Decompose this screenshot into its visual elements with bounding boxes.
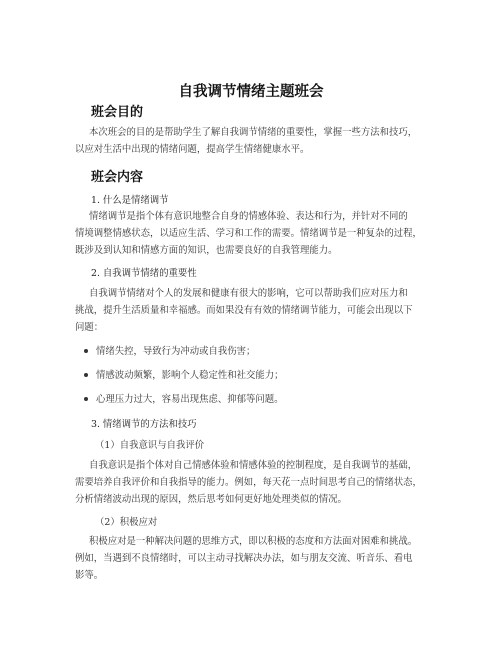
paragraph-line: 本次班会的目的是帮助学生了解自我调节情绪的重要性，掌握一些方法和技巧， [89, 127, 418, 138]
what-is-paragraph [75, 208, 435, 259]
paragraph-line: 自我意识是指个体对自己情感体验和情感体验的控制程度，是自我调节的基础， [89, 460, 418, 471]
paragraph-line: 积极应对是一种解决问题的思维方式，即以积极的态度和方法面对困难和挑战。 [89, 536, 418, 547]
paragraph-line: 自我调节情绪对个人的发展和健康有很大的影响，它可以帮助我们应对压力和 [89, 288, 408, 299]
purpose-paragraph [75, 124, 435, 158]
list-item: 心理压力过大，容易出现焦虑、抑郁等问题。 [84, 391, 284, 405]
paragraph-line: 分析情绪波动出现的原因，然后思考如何更好地处理类似的情况。 [75, 494, 347, 505]
paragraph-line: 影等。 [75, 570, 104, 581]
subitem-title-positive-coping: （2）积极应对 [95, 517, 158, 528]
paragraph-line: 情境调整情感状态，以适应生活、学习和工作的需要。情绪调节是一种复杂的过程， [75, 228, 422, 239]
item-title-importance: 2. 自我调节情绪的重要性 [91, 268, 197, 279]
document-title: 自我调节情绪主题班会 [178, 83, 324, 100]
paragraph-line: 例如，当遇到不良情绪时，可以主动寻找解决办法，如与朋友交流、听音乐、看电 [75, 553, 413, 564]
bullet-dot-icon [84, 373, 88, 377]
list-item: 情绪失控，导致行为冲动或自我伤害； [84, 343, 255, 357]
paragraph-line: 以应对生活中出现的情绪问题，提高学生情绪健康水平。 [75, 144, 310, 155]
bullet-dot-icon [84, 397, 88, 401]
positive-coping-paragraph [75, 533, 435, 584]
paragraph-line: 挑战，提升生活质量和幸福感。而如果没有有效的情绪调节能力，可能会出现以下 [75, 305, 413, 316]
importance-paragraph [75, 285, 435, 336]
paragraph-line: 问题： [75, 322, 104, 333]
bullet-dot-icon [84, 349, 88, 353]
section-heading-purpose: 班会目的 [91, 105, 144, 120]
item-title-methods: 3. 情绪调节的方法和技巧 [91, 419, 197, 430]
item-title-what-is: 1. 什么是情绪调节 [91, 195, 169, 206]
paragraph-line: 情绪调节是指个体有意识地整合自身的情感体验、表达和行为，并针对不同的 [89, 211, 408, 222]
section-heading-content: 班会内容 [91, 170, 144, 185]
self-awareness-paragraph [75, 457, 435, 508]
list-item: 情感波动频繁，影响个人稳定性和社交能力； [84, 367, 284, 381]
subitem-title-self-awareness: （1）自我意识与自我评价 [95, 440, 205, 451]
paragraph-line: 需要培养自我评价和自我指导的能力。例如，每天花一点时间思考自己的情绪状态， [75, 477, 422, 488]
paragraph-line: 既涉及到认知和情感方面的知识，也需要良好的自我管理能力。 [75, 245, 338, 256]
